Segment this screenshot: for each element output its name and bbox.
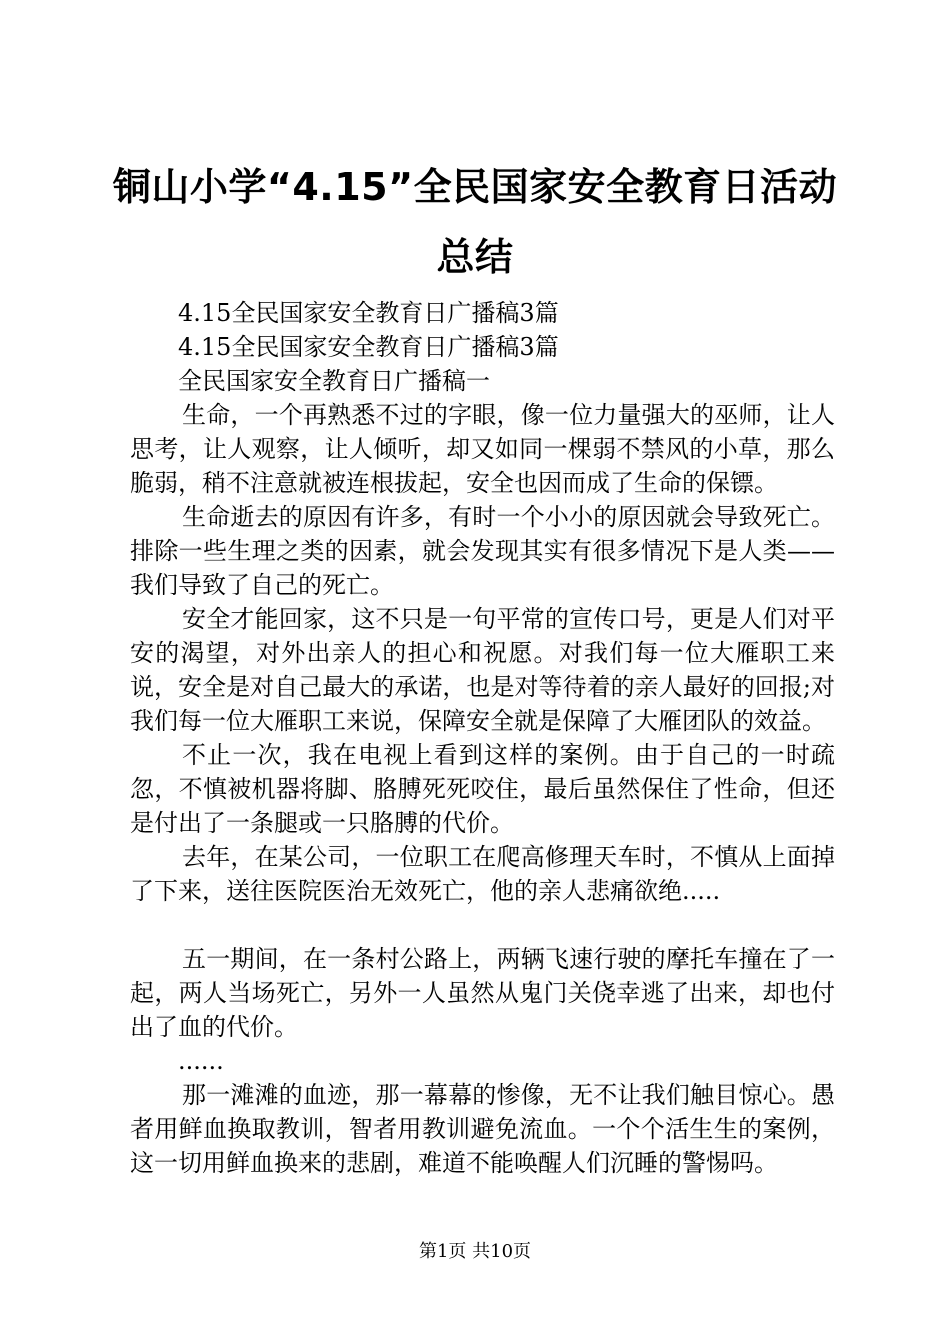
ellipsis-line: ...... xyxy=(178,1047,224,1075)
paragraph: 去年，在某公司，一位职工在爬高修理天车时，不慎从上面掉了下来，送往医院医治无效死亡，他的亲人悲痛欲绝..... xyxy=(130,843,835,905)
paragraph: 五一期间，在一条村公路上，两辆飞速行驶的摩托车撞在了一起，两人当场死亡，另外一人虽然从鬼门关侥幸逃了出来，却也付出了血的代价。 xyxy=(130,945,835,1041)
subheading: 4.15全民国家安全教育日广播稿3篇 xyxy=(178,299,559,327)
subheading: 4.15全民国家安全教育日广播稿3篇 xyxy=(178,333,559,361)
paragraph: 生命，一个再熟悉不过的字眼，像一位力量强大的巫师，让人思考，让人观察，让人倾听，却又如同一棵弱不禁风的小草，那么脆弱，稍不注意就被连根拔起，安全也因而成了生命的保镖。 xyxy=(130,401,835,497)
paragraph: 那一滩滩的血迹，那一幕幕的惨像，无不让我们触目惊心。愚者用鲜血换取教训，智者用教训避免流血。一个个活生生的案例，这一切用鲜血换来的悲剧，难道不能唤醒人们沉睡的警惕吗。 xyxy=(130,1081,835,1177)
paragraph: 不止一次，我在电视上看到这样的案例。由于自己的一时疏忽，不慎被机器将脚、胳膊死死咬住，最后虽然保住了性命，但还是付出了一条腿或一只胳膊的代价。 xyxy=(130,741,835,837)
paragraph: 生命逝去的原因有许多，有时一个小小的原因就会导致死亡。排除一些生理之类的因素，就会发现其实有很多情况下是人类——我们导致了自己的死亡。 xyxy=(130,503,835,599)
document-title: 铜山小学“4.15”全民国家安全教育日活动总结 xyxy=(112,165,838,279)
document-body xyxy=(130,296,835,1180)
paragraph-spacer xyxy=(130,908,835,942)
page-number-footer: 第1页 共10页 xyxy=(418,1241,532,1262)
paragraph: 安全才能回家，这不只是一句平常的宣传口号，更是人们对平安的渴望，对外出亲人的担心和祝愿。对我们每一位大雁职工来说，安全是对自己最大的承诺，也是对等待着的亲人最好的回报;对我们每一位大雁职工来说，保障安全就是保障了大雁团队的效益。 xyxy=(130,605,835,735)
subheading: 全民国家安全教育日广播稿一 xyxy=(178,367,490,395)
